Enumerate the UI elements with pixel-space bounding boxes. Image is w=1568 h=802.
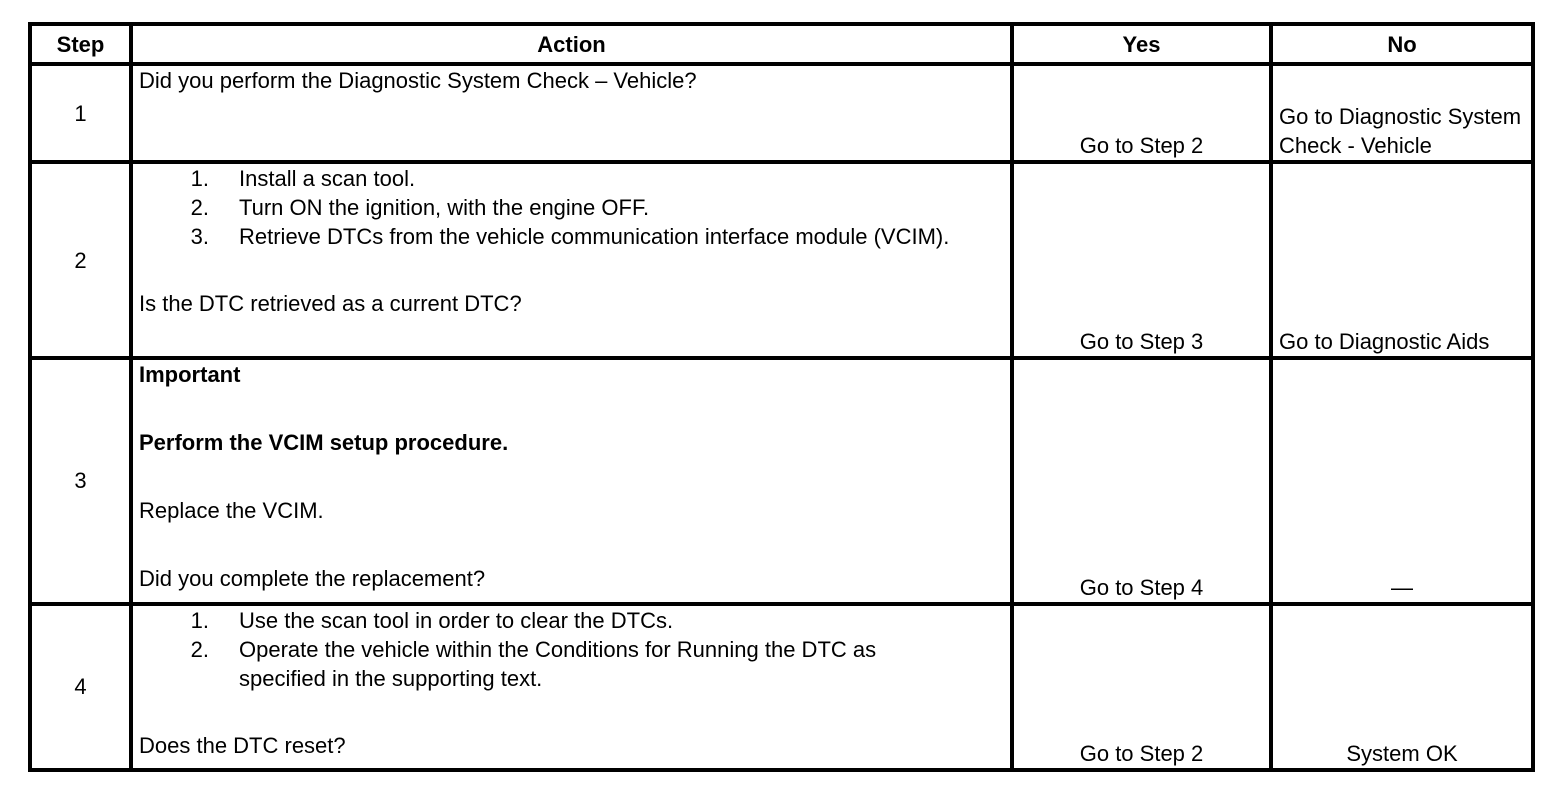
list-item: [139, 635, 1004, 693]
step-number: 4: [30, 604, 131, 771]
list-item-number: 2.: [190, 195, 209, 221]
list-item-number: 1.: [190, 607, 209, 633]
list-item-number: 1.: [190, 166, 209, 192]
table-row: [30, 358, 1533, 604]
header-yes: Yes: [1012, 24, 1271, 64]
table-row: [30, 162, 1533, 358]
action-cell: [131, 604, 1012, 771]
action-cell: [131, 162, 1012, 358]
action-question: Did you perform the Diagnostic System Check – Vehicle?: [139, 68, 697, 93]
list-item: [139, 222, 1004, 251]
yes-cell: Go to Step 2: [1012, 604, 1271, 771]
list-item: [139, 193, 1004, 222]
action-cell: [131, 358, 1012, 604]
table-row: [30, 64, 1533, 162]
action-question: Does the DTC reset?: [139, 732, 346, 758]
list-item-text: Use the scan tool in order to clear the DTCs.: [239, 607, 674, 633]
header-row: [30, 24, 1533, 64]
yes-cell: Go to Step 4: [1012, 358, 1271, 604]
list-item-text: Install a scan tool.: [239, 166, 416, 192]
list-item-text: Turn ON the ignition, with the engine OFF.: [239, 195, 650, 221]
no-cell: Go to Diagnostic System Check - Vehicle: [1271, 64, 1533, 162]
procedure-list: [139, 164, 1004, 251]
table-row: [30, 604, 1533, 771]
action-question: Did you complete the replacement?: [139, 565, 486, 591]
yes-cell: Go to Step 3: [1012, 162, 1271, 358]
no-cell: System OK: [1271, 604, 1533, 771]
diagnostic-table: [28, 22, 1535, 772]
no-cell: —: [1271, 358, 1533, 604]
procedure-list: [139, 606, 1004, 693]
no-cell: Go to Diagnostic Aids: [1271, 162, 1533, 358]
list-item: [139, 606, 1004, 635]
header-step: Step: [30, 24, 131, 64]
list-item-number: 2.: [190, 636, 209, 662]
important-text: Perform the VCIM setup procedure.: [139, 429, 509, 455]
action-cell: [131, 64, 1012, 162]
step-number: 2: [30, 162, 131, 358]
list-item-text: Operate the vehicle within the Conditions for Running the DTC as specified in the supporting text.: [239, 636, 877, 691]
list-item: [139, 164, 1004, 193]
header-action: Action: [131, 24, 1012, 64]
action-question: Is the DTC retrieved as a current DTC?: [139, 291, 522, 317]
list-item-number: 3.: [190, 224, 209, 250]
list-item-text: Retrieve DTCs from the vehicle communication interface module (VCIM).: [239, 224, 950, 250]
step-number: 3: [30, 358, 131, 604]
action-instruction: Replace the VCIM.: [139, 497, 324, 523]
yes-cell: Go to Step 2: [1012, 64, 1271, 162]
important-label: Important: [139, 361, 241, 387]
step-number: 1: [30, 64, 131, 162]
header-no: No: [1271, 24, 1533, 64]
